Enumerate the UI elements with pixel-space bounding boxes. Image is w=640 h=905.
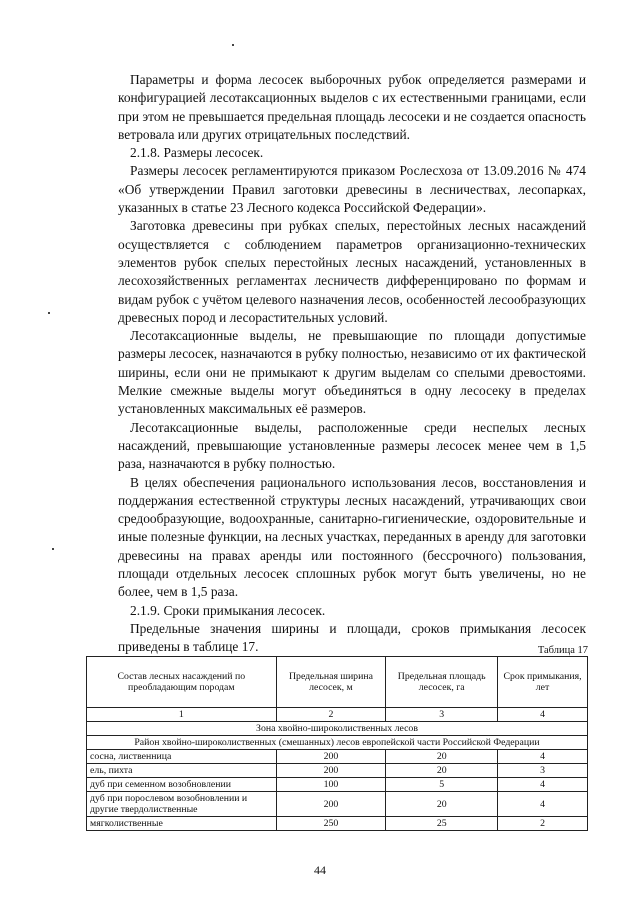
header-composition: Состав лесных насаждений по преобладающим породам xyxy=(87,657,277,708)
cell-composition: дуб при семенном возобновлении xyxy=(87,778,277,792)
table-row xyxy=(87,817,588,831)
forest-region: Район хвойно-широколиственных (смешанных) лесов европейской части Российской Федерации xyxy=(87,736,588,750)
paragraph-taxation-units: Лесотаксационные выделы, не превышающие по площади допустимые размеры лесосек, назначаются в рубку полностью, независимо от их фактической ширины, если они не примыкают к другим выделам со спелыми древостоями. Мелкие смежные выделы могут объединяться в одну лесосеку в пределах установленных максимальных её размеров. xyxy=(118,328,586,417)
header-adjacency-term: Срок примыкания, лет xyxy=(498,657,588,708)
cutting-limits-table xyxy=(86,656,588,831)
paragraph-rational-use: В целях обеспечения рационального использования лесов, восстановления и поддержания естественной структуры лесных насаждений, утрачивающих свои средообразующие, водоохранные, санитарно-гигиенические, оздоровительные и иные полезные функции, на лесных участках, переданных в аренду для заготовки древесины на правах аренды или постоянного (бессрочного) пользования, площади отдельных лесосек сплошных рубок могут быть увеличены, но не более, чем в 1,5 раза. xyxy=(118,474,586,600)
table-caption: Таблица 17 xyxy=(537,645,588,656)
cell-area: 20 xyxy=(386,792,498,817)
header-max-width: Предельная ширина лесосек, м xyxy=(276,657,386,708)
header-max-area: Предельная площадь лесосек, га xyxy=(386,657,498,708)
table-row xyxy=(87,750,588,764)
cell-width: 100 xyxy=(276,778,386,792)
paragraph-table-reference: Предельные значения ширины и площади, сроков примыкания лесосек приведены в таблице 17. xyxy=(118,620,586,655)
column-number: 2 xyxy=(276,708,386,722)
cell-composition: ель, пихта xyxy=(87,764,277,778)
cell-composition: дуб при порослевом возобновлении и другие твердолиственные xyxy=(87,792,277,817)
cell-composition: сосна, лиственница xyxy=(87,750,277,764)
cell-area: 5 xyxy=(386,778,498,792)
cell-width: 200 xyxy=(276,764,386,778)
cell-term: 4 xyxy=(498,792,588,817)
paragraph-immature-stands: Лесотаксационные выделы, расположенные среди неспелых лесных насаждений, превышающие установленные размеры лесосек менее чем в 1,5 раза, назначаются в рубку полностью. xyxy=(118,419,586,472)
paragraph-regulation-order: Размеры лесосек регламентируются приказом Рослесхоза от 13.09.2016 № 474 «Об утверждении Правил заготовки древесины в лесничествах, лесопарках, указанных в статье 23 Лесного кодекса Российской Федерации». xyxy=(118,163,586,216)
cell-area: 25 xyxy=(386,817,498,831)
table-row xyxy=(87,792,588,817)
table-header-row xyxy=(87,657,588,708)
page-number: 44 xyxy=(314,863,326,877)
cell-term: 4 xyxy=(498,778,588,792)
column-number: 4 xyxy=(498,708,588,722)
table-row xyxy=(87,778,588,792)
cell-width: 200 xyxy=(276,750,386,764)
body-text xyxy=(118,71,586,657)
column-number: 1 xyxy=(87,708,277,722)
cell-term: 2 xyxy=(498,817,588,831)
cell-term: 3 xyxy=(498,764,588,778)
table-region-row xyxy=(87,736,588,750)
section-heading-2-1-8: 2.1.8. Размеры лесосек. xyxy=(130,145,264,161)
cell-area: 20 xyxy=(386,750,498,764)
forest-zone: Зона хвойно-широколиственных лесов xyxy=(87,722,588,736)
cell-area: 20 xyxy=(386,764,498,778)
cell-width: 250 xyxy=(276,817,386,831)
table-row xyxy=(87,764,588,778)
scan-speck xyxy=(232,44,234,46)
scan-speck xyxy=(52,548,54,550)
cell-term: 4 xyxy=(498,750,588,764)
paragraph-cutting-parameters: Параметры и форма лесосек выборочных рубок определяется размерами и конфигурацией лесотаксационных выделов с их естественными границами, если при этом не превышается предельная площадь лесосеки и не создается опасность ветровала или других отрицательных последствий. xyxy=(118,72,586,142)
scan-speck xyxy=(48,312,50,314)
cell-composition: мягколиственные xyxy=(87,817,277,831)
paragraph-harvesting-rules: Заготовка древесины при рубках спелых, перестойных лесных насаждений осуществляется с соблюдением параметров организационно-технических элементов рубок спелых перестойных лесных насаждений, установленных в лесохозяйственных регламентах лесничеств дифференцировано по формам и видам рубок с учётом целевого назначения лесов, особенностей лесообразующих древесных пород и лесорастительных условий. xyxy=(118,218,586,325)
table-zone-row xyxy=(87,722,588,736)
cell-width: 200 xyxy=(276,792,386,817)
column-number: 3 xyxy=(386,708,498,722)
table-column-numbers-row xyxy=(87,708,588,722)
section-heading-2-1-9: 2.1.9. Сроки примыкания лесосек. xyxy=(130,602,326,618)
